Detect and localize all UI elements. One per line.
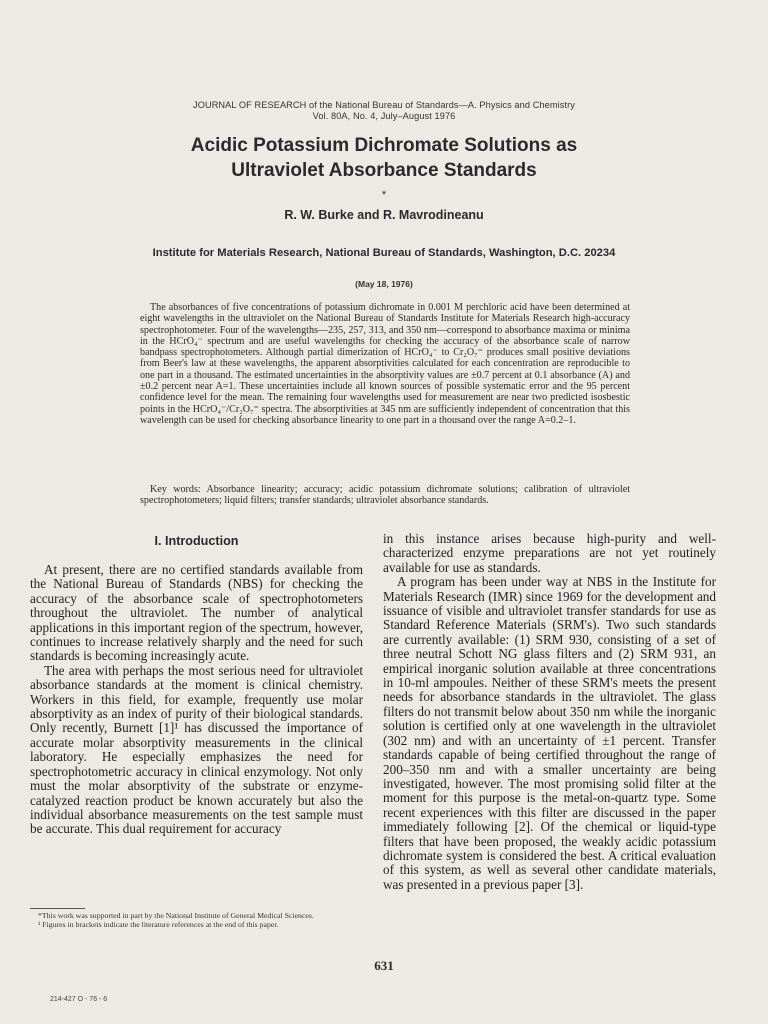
journal-header-line-1: JOURNAL OF RESEARCH of the National Bureau of Standards—A. Physics and Chemistry <box>193 100 575 110</box>
journal-header-line-2: Vol. 80A, No. 4, July–August 1976 <box>312 111 456 121</box>
left-paragraph-2: The area with perhaps the most serious need for ultraviolet absorbance standards at the moment is clinical chemistry. Workers in this field, for example, frequently use molar absorptivity as an index of purity of their biological standards. Only recently, Burnett [1]¹ has discussed the importance of accurate molar absorptivity measurements in the clinical laboratory. He especially emphasizes the need for spectrophotometric accuracy in clinical enzymology. Not only must the molar absorptivity of the substrate or enzyme-catalyzed reaction product be known accurately but also the individual absorbance measurements on the test sample must be accurate. This dual requirement for accuracy <box>30 662 363 837</box>
paper-title-line-2-text: Ultraviolet Absorbance Standards <box>231 160 537 181</box>
right-paragraph-1: in this instance arises because high-purity and well-characterized enzyme preparations are not yet routinely available for use as standards. <box>383 531 716 575</box>
footnote-2: ¹ Figures in brackets indicate the literature references at the end of this paper. <box>38 919 279 929</box>
received-date: (May 18, 1976) <box>355 279 413 289</box>
paper-title <box>0 133 768 208</box>
paper-title-line-1: Acidic Potassium Dichromate Solutions as <box>190 135 578 156</box>
section-heading: I. Introduction <box>154 534 239 548</box>
left-column <box>30 563 363 837</box>
authors: R. W. Burke and R. Mavrodineanu <box>284 208 484 222</box>
left-paragraph-1: At present, there are no certified standards available from the National Bureau of Standards (NBS) for checking the accuracy of the absorbance scale of spectrophotometers throughout the ultraviolet. The number of analytical applications in this important region of the spectrum, however, continues to increase relatively sharply and the need for such standards is becoming increasingly acute. <box>30 562 363 664</box>
right-paragraph-2: A program has been under way at NBS in the Institute for Materials Research (IMR) since 1969 for the development and issuance of visible and ultraviolet transfer standards for use as Standard Reference Materials (SRM's). Two such standards are currently available: (1) SRM 930, consisting of a set of three neutral Schott NG glass filters and (2) SRM 931, an empirical inorganic solution available at three concentrations in 10-ml ampoules. Neither of these SRM's meets the present needs for absorbance standards in the ultraviolet. The glass filters do not transmit below about 350 nm while the inorganic solution is certified only at one wavelength in the ultraviolet (302 nm) and with an uncertainty of ±1 percent. Transfer standards capable of being certified throughout the range of 200–350 nm and with a smaller uncertainty are being investigated, however. The most promising solid filter at the moment for this purpose is the metal-on-quartz type. Some recent experiences with this filter are discussed in the paper immediately following [2]. Of the chemical or liquid-type filters that have been proposed, the weakly acidic potassium dichromate system is considered the best. A critical evaluation of this system, as well as several other candidate materials, was presented in a previous paper [3]. <box>383 574 716 892</box>
abstract: The absorbances of five concentrations of potassium dichromate in 0.001 M perchloric acid have been determined at eight wavelengths in the ultraviolet on the National Bureau of Standards Institute for Materials Research high-accuracy spectrophotometer. Four of the wavelengths—235, 257, 313, and 350 nm—correspond to absorbance maxima or minima in the HCrO₄⁻ spectrum and are useful wavelengths for checking the accuracy of the absorbance scale of narrow bandpass spectrophotometers. Although partial dimerization of HCrO₄⁻ to Cr₂O₇⁼ produces small positive deviations from Beer's law at these wavelengths, the apparent absorptivities calculated for each concentration are reproducible to one part in a thousand. The estimated uncertainties in the absorptivity values are ±0.7 percent at 0.1 absorbance (A) and ±0.2 percent near A=1. These uncertainties include all known sources of possible systematic error and the 95 percent confidence level for the mean. The remaining four wavelengths used for measurement are near two predicted isosbestic points in the HCrO₄⁻/Cr₂O₇⁼ spectra. The absorptivities at 345 nm are sufficiently independent of concentration that this wavelength can be used for checking absorbance linearity to one part in a thousand over the range A=0.2–1. <box>140 302 630 426</box>
journal-header <box>0 100 768 122</box>
keywords: Key words: Absorbance linearity; accuracy; acidic potassium dichromate solutions; calibration of ultraviolet spectrophotometers; liquid filters; transfer standards; ultraviolet absorbance standards. <box>140 484 630 507</box>
page-number: 631 <box>374 958 394 973</box>
right-column <box>383 532 716 892</box>
title-footnote-mark: * <box>381 189 387 201</box>
footnotes <box>30 912 365 930</box>
footnote-1: *This work was supported in part by the National Institute of General Medical Sciences. <box>38 911 314 920</box>
paper-title-line-2 <box>0 158 768 208</box>
institute: Institute for Materials Research, National Bureau of Standards, Washington, D.C. 20234 <box>152 247 616 259</box>
print-code: 214-427 O - 76 - 6 <box>50 996 108 1003</box>
footnote-divider <box>30 908 85 909</box>
